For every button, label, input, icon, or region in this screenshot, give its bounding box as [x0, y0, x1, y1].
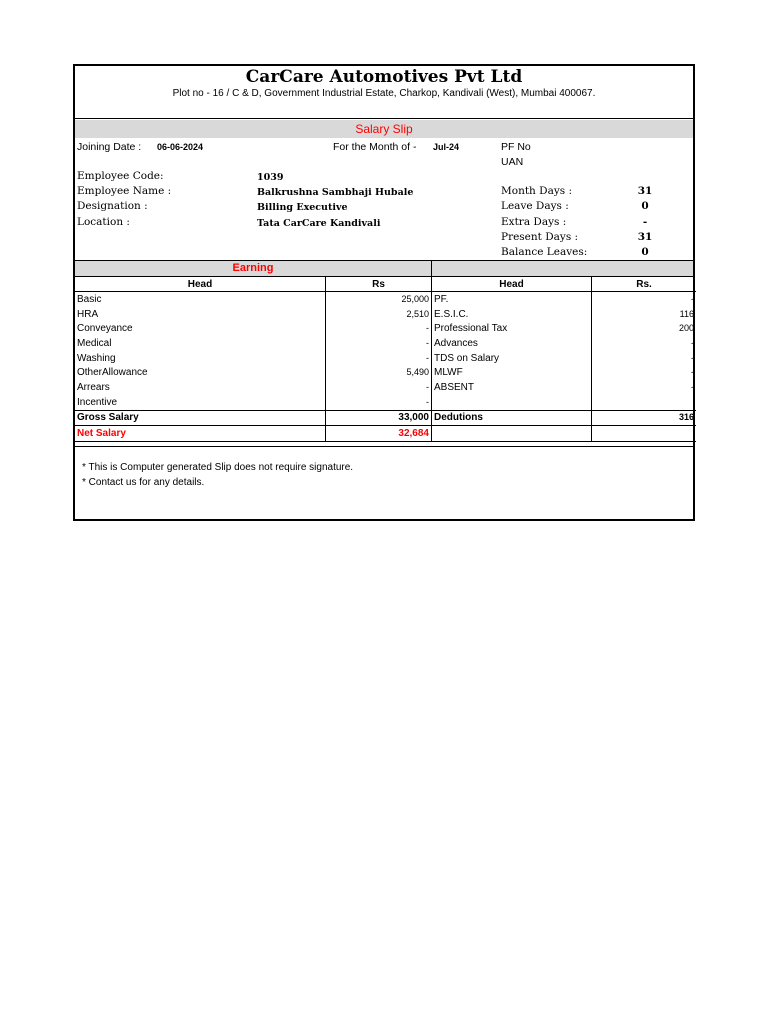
divider [431, 261, 432, 276]
earning-amount: - [326, 336, 432, 351]
empty-cell [432, 426, 592, 442]
deduction-amount: - [691, 352, 694, 363]
deduction-head: ABSENT [432, 380, 592, 395]
deduction-amount [592, 395, 697, 410]
earning-amount: 25,000 [326, 292, 432, 307]
balance-leaves-label: Balance Leaves: [501, 246, 588, 258]
extra-days-label: Extra Days : [501, 216, 567, 228]
earning-band [75, 261, 693, 276]
earning-head: Medical [75, 336, 326, 351]
divider [75, 446, 693, 447]
table-row [75, 380, 696, 395]
joining-date-label: Joining Date : [77, 141, 142, 153]
deduction-head: TDS on Salary [432, 351, 592, 366]
deduction-amount: 200 [678, 323, 694, 334]
deduction-amount: 116 [679, 308, 694, 319]
deduction-head: E.S.I.C. [432, 307, 592, 322]
earning-head: OtherAllowance [75, 365, 326, 380]
deductions-label: Dedutions [432, 410, 592, 426]
month-days-value: 31 [637, 185, 653, 197]
location-label: Location : [77, 216, 130, 228]
deduction-amount: - [691, 293, 694, 304]
gross-salary-row [75, 410, 696, 426]
deduction-head: Professional Tax [432, 321, 592, 336]
earning-amount: 5,490 [326, 365, 432, 380]
table-row [75, 307, 696, 322]
earning-amount: - [326, 395, 432, 410]
employee-name-value: Balkrushna Sambhaji Hubale [257, 187, 414, 198]
earning-head: Washing [75, 351, 326, 366]
net-salary-row [75, 426, 696, 442]
balance-leaves-value: 0 [641, 246, 649, 258]
location-value: Tata CarCare Kandivali [257, 218, 381, 229]
deduction-amount: - [691, 367, 694, 378]
leave-days-value: 0 [641, 200, 649, 212]
joining-date-value: 06-06-2024 [157, 142, 204, 152]
extra-days-value: - [642, 216, 648, 228]
earning-head: Conveyance [75, 321, 326, 336]
employee-code-label: Employee Code: [77, 170, 164, 182]
earning-head: Incentive [75, 395, 326, 410]
deduction-amount: - [691, 337, 694, 348]
earning-amount: - [326, 351, 432, 366]
employee-code-value: 1039 [257, 172, 284, 183]
deduction-amount: - [691, 381, 694, 392]
earning-amount: - [326, 321, 432, 336]
gross-salary-label: Gross Salary [75, 410, 326, 426]
table-row [75, 336, 696, 351]
leave-days-label: Leave Days : [501, 200, 569, 212]
earning-amount: 2,510 [326, 307, 432, 322]
earning-head: Basic [75, 292, 326, 307]
month-value: Jul-24 [433, 142, 460, 152]
employee-name-label: Employee Name : [77, 185, 172, 197]
pf-no-label: PF No [501, 141, 531, 153]
table-row [75, 365, 696, 380]
deduction-head-header: Head [432, 277, 592, 292]
month-days-label: Month Days : [501, 185, 573, 197]
table-row [75, 395, 696, 410]
salary-slip-title-band [75, 120, 693, 138]
net-salary-label: Net Salary [75, 426, 326, 442]
earning-head-header: Head [75, 277, 326, 292]
deduction-rs-header: Rs. [592, 277, 697, 292]
earning-head: Arrears [75, 380, 326, 395]
gross-salary-value: 33,000 [326, 410, 432, 426]
designation-label: Designation : [77, 200, 148, 212]
present-days-value: 31 [637, 231, 653, 243]
designation-value: Billing Executive [257, 202, 348, 213]
divider [75, 118, 693, 119]
table-row [75, 351, 696, 366]
company-name: CarCare Automotives Pvt Ltd [245, 67, 523, 87]
empty-cell [592, 426, 697, 442]
salary-slip-document [73, 64, 695, 521]
earning-amount: - [326, 380, 432, 395]
note-computer-generated: * This is Computer generated Slip does not require signature. [82, 462, 354, 473]
deduction-head: PF. [432, 292, 592, 307]
deduction-head: MLWF [432, 365, 592, 380]
earning-title: Earning [232, 262, 274, 274]
earning-rs-header: Rs [326, 277, 432, 292]
table-row [75, 292, 696, 307]
table-row [75, 321, 696, 336]
month-label: For the Month of - [333, 141, 417, 153]
company-address: Plot no - 16 / C & D, Government Industrial Estate, Charkop, Kandivali (West), Mumbai 400067. [172, 88, 596, 99]
deductions-value: 316 [592, 410, 697, 426]
salary-table [75, 277, 696, 442]
note-contact: * Contact us for any details. [82, 477, 205, 488]
present-days-label: Present Days : [501, 231, 579, 243]
deduction-head: Advances [432, 336, 592, 351]
table-header-row [75, 277, 696, 292]
deduction-head [432, 395, 592, 410]
earning-head: HRA [75, 307, 326, 322]
net-salary-value: 32,684 [326, 426, 432, 442]
uan-label: UAN [501, 156, 524, 168]
salary-slip-title: Salary Slip [355, 122, 413, 136]
